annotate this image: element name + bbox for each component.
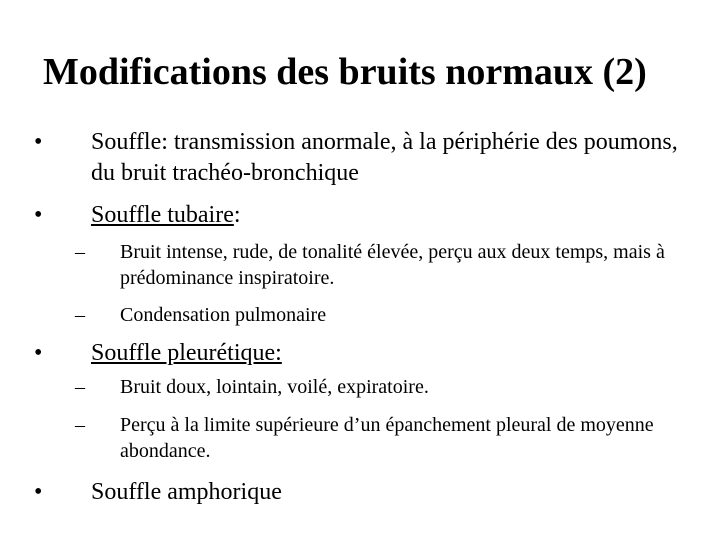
sub-bullet-text: Perçu à la limite supérieure d’un épanchement pleural de moyenne abondance. <box>120 414 654 462</box>
bullet-text: Souffle amphorique <box>91 479 282 505</box>
sub-bullet-text: Bruit intense, rude, de tonalité élevée, perçu aux deux temps, mais à prédominance inspiratoire. <box>120 241 665 289</box>
dash-marker: – <box>75 376 85 398</box>
bullet-text <box>91 200 691 231</box>
bullet-marker: • <box>34 479 43 505</box>
sub-bullet-text: Condensation pulmonaire <box>120 304 327 326</box>
dash-marker: – <box>75 241 85 263</box>
slide-title: Modifications des bruits normaux (2) <box>43 51 647 93</box>
bullet-text: Souffle: transmission anormale, à la périphérie des poumons, du bruit trachéo-bronchique <box>91 129 678 186</box>
sub-bullet-text: Bruit doux, lointain, voilé, expiratoire. <box>120 376 429 398</box>
bullet-text <box>91 338 691 369</box>
bullet-text-underlined: Souffle pleurétique: <box>91 340 282 366</box>
bullet-marker: • <box>34 202 43 228</box>
dash-marker: – <box>75 414 85 436</box>
dash-marker: – <box>75 304 85 326</box>
bullet-text-underlined: Souffle tubaire <box>91 202 234 228</box>
bullet-marker: • <box>34 129 43 155</box>
bullet-marker: • <box>34 340 43 366</box>
bullet-text-suffix: : <box>233 202 241 228</box>
